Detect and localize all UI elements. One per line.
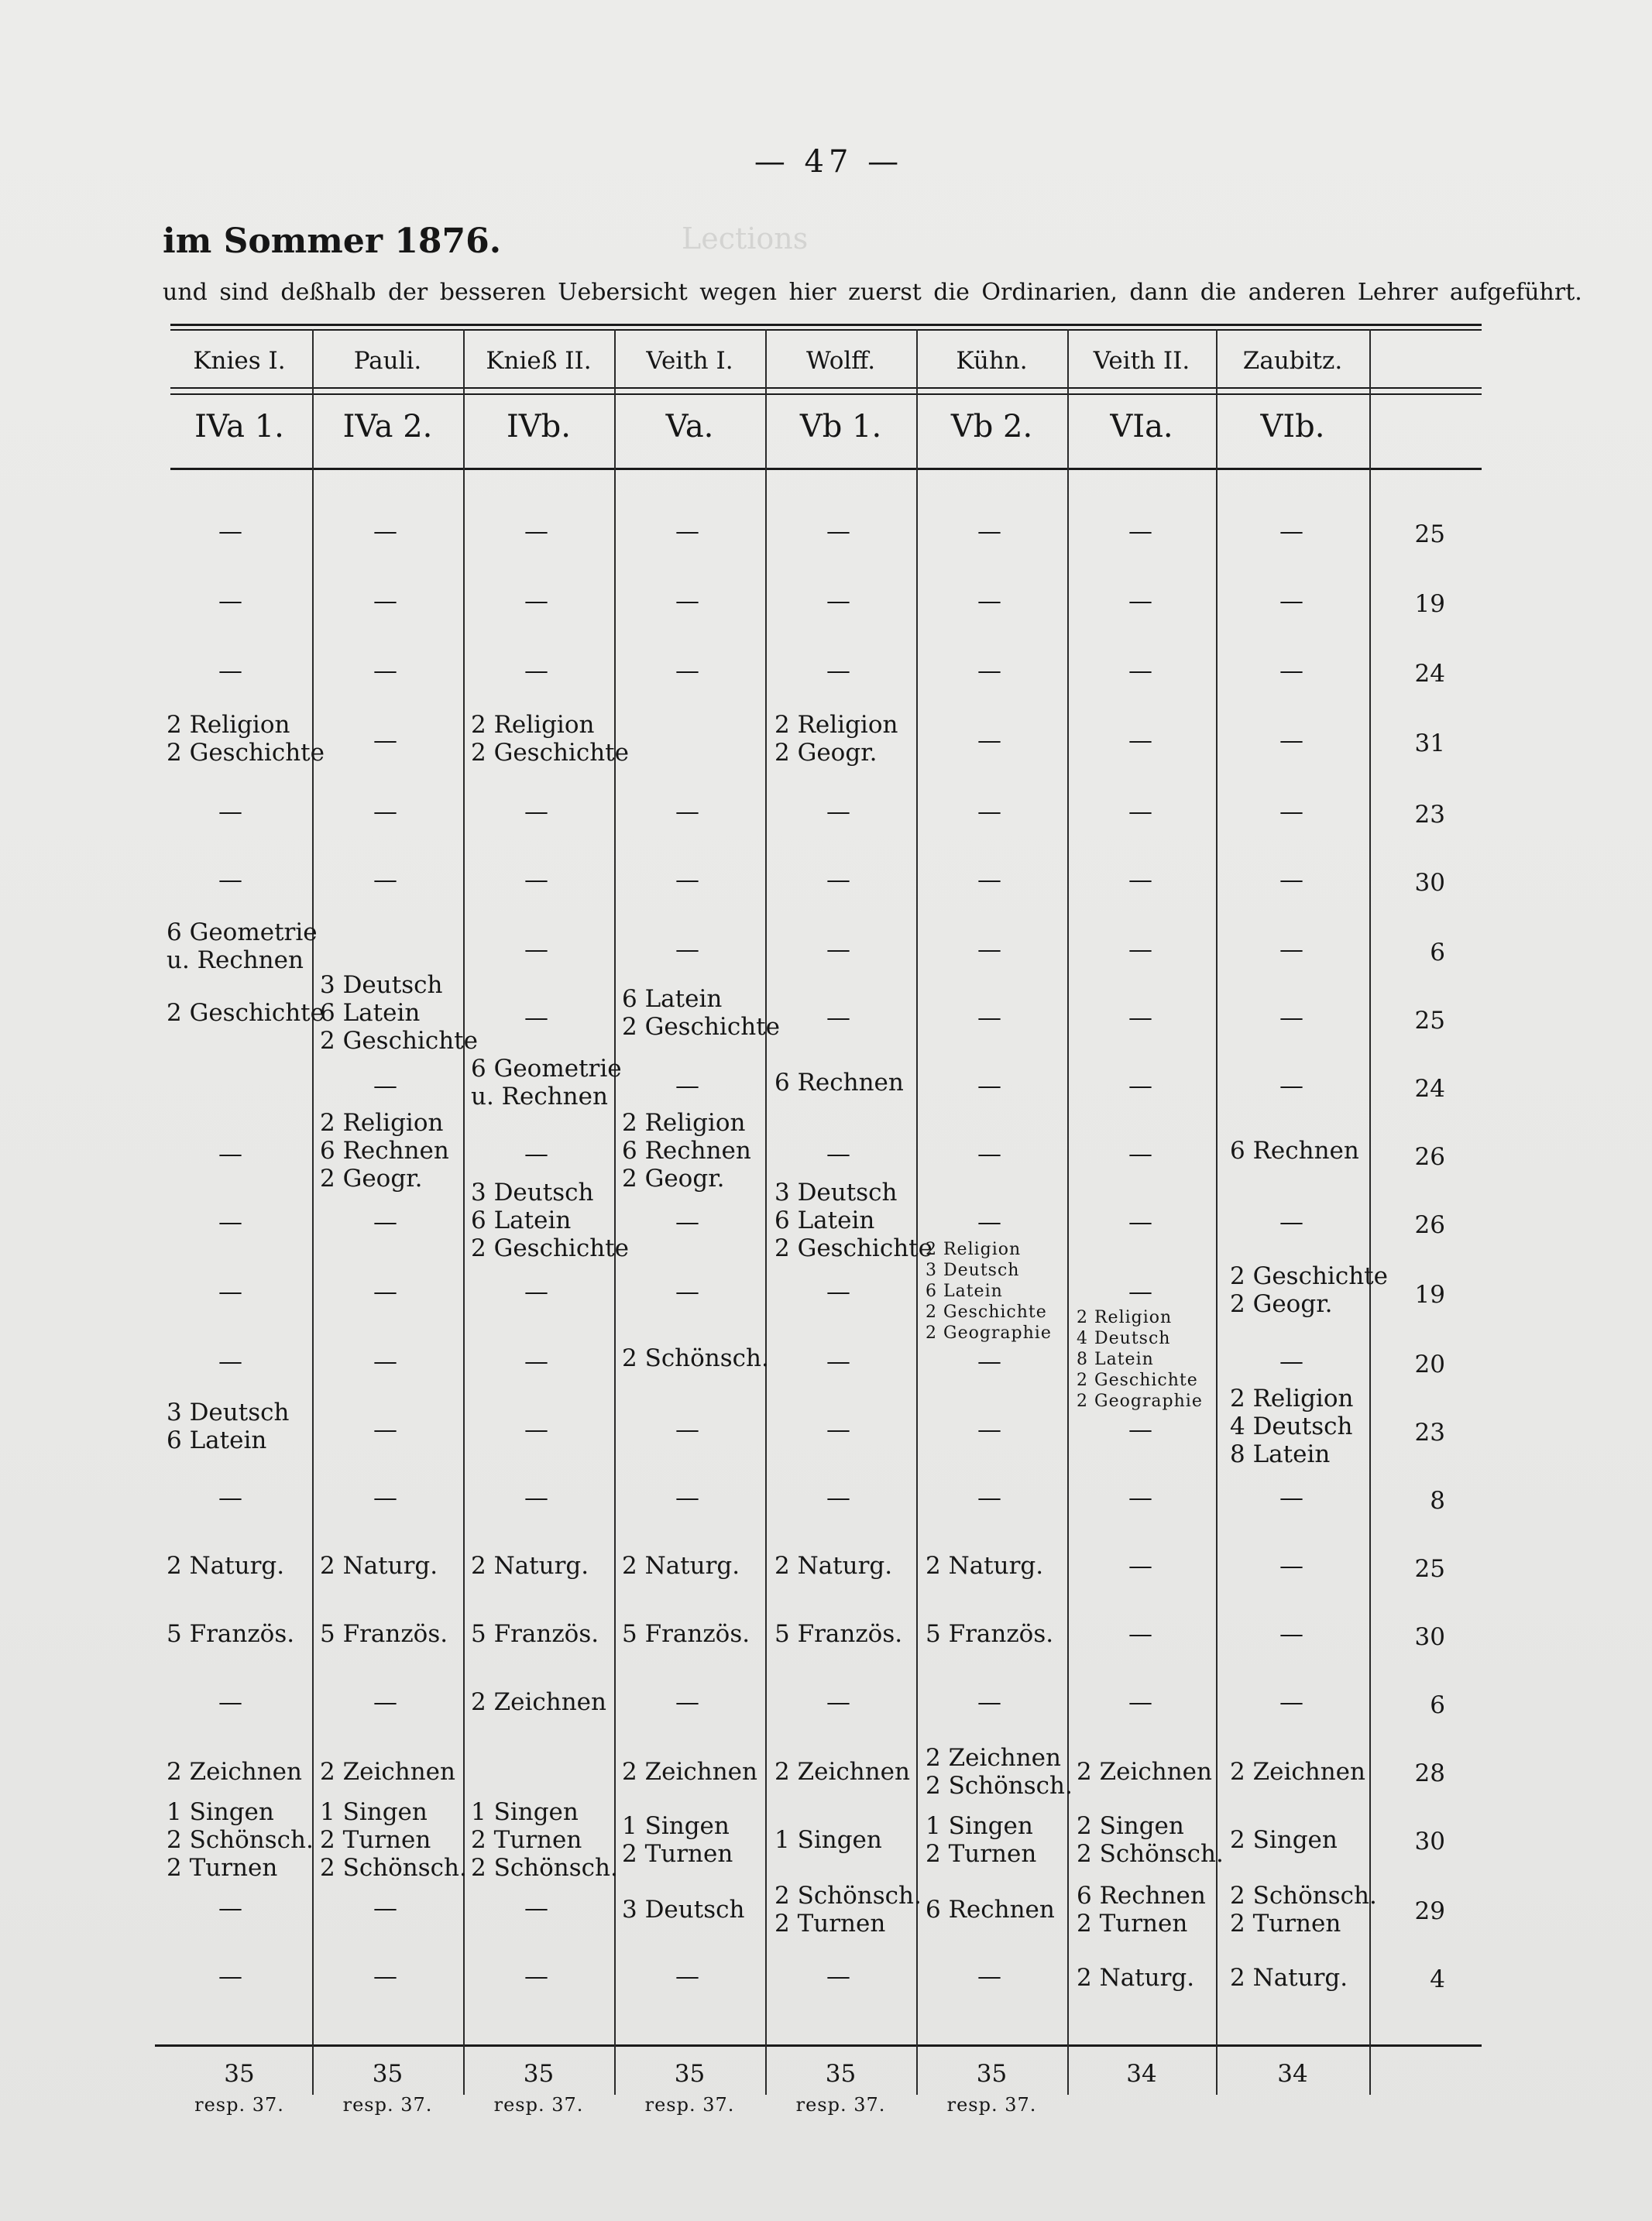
header-rule-top-2 (170, 329, 1482, 331)
empty-cell-dash: — (977, 798, 1001, 826)
teacher-header: Knieß II. (486, 347, 592, 375)
column-divider (765, 329, 767, 2095)
row-total: 23 (1414, 801, 1445, 829)
empty-cell-dash: — (218, 866, 242, 894)
empty-cell-dash: — (1279, 1688, 1303, 1716)
empty-cell-dash: — (1279, 587, 1303, 615)
empty-cell-dash: — (826, 1962, 850, 1990)
lesson-cell: 3 Deutsch 6 Latein (167, 1399, 290, 1454)
row-total: 6 (1430, 1691, 1445, 1719)
empty-cell-dash: — (373, 657, 397, 685)
lesson-cell: 6 Geometrie u. Rechnen (167, 918, 318, 974)
lesson-cell: 1 Singen (774, 1826, 882, 1854)
teacher-header: Zaubitz. (1242, 347, 1343, 375)
empty-cell-dash: — (1128, 1552, 1152, 1580)
empty-cell-dash: — (977, 1416, 1001, 1443)
empty-cell-dash: — (218, 657, 242, 685)
class-header: VIa. (1110, 409, 1173, 445)
empty-cell-dash: — (977, 1208, 1001, 1236)
column-divider (1369, 329, 1371, 2095)
lesson-cell: 2 Naturg. (471, 1552, 589, 1580)
empty-cell-dash: — (1128, 1278, 1152, 1306)
lesson-cell: 2 Zeichnen (1230, 1758, 1365, 1786)
empty-cell-dash: — (373, 1416, 397, 1443)
empty-cell-dash: — (1128, 1140, 1152, 1168)
page-number: — 47 — (754, 144, 904, 180)
bleed-through-text: Lections (682, 221, 809, 256)
empty-cell-dash: — (1128, 1072, 1152, 1100)
empty-cell-dash: — (675, 1688, 699, 1716)
lesson-cell: 2 Naturg. (622, 1552, 740, 1580)
empty-cell-dash: — (1128, 1208, 1152, 1236)
empty-cell-dash: — (373, 587, 397, 615)
subtitle: und sind deßhalb der besseren Uebersicht wegen hier zuerst die Ordinarien, dann die anderen Lehrer aufgeführt. (163, 279, 1582, 306)
empty-cell-dash: — (218, 1962, 242, 1990)
empty-cell-dash: — (826, 1416, 850, 1443)
empty-cell-dash: — (524, 1278, 548, 1306)
empty-cell-dash: — (675, 1072, 699, 1100)
empty-cell-dash: — (373, 726, 397, 754)
empty-cell-dash: — (1128, 1688, 1152, 1716)
lesson-cell: 1 Singen 2 Turnen (926, 1812, 1037, 1868)
row-total: 8 (1430, 1487, 1445, 1515)
lesson-cell: 5 Französ. (622, 1620, 750, 1648)
empty-cell-dash: — (675, 1208, 699, 1236)
empty-cell-dash: — (675, 1278, 699, 1306)
lesson-cell: 2 Geschichte 2 Geogr. (1230, 1262, 1388, 1318)
lesson-cell: 6 Rechnen 2 Turnen (1077, 1882, 1206, 1938)
lesson-cell: 2 Naturg. (926, 1552, 1044, 1580)
lesson-cell: 2 Religion 6 Rechnen 2 Geogr. (622, 1109, 751, 1193)
row-total: 25 (1414, 1007, 1445, 1035)
lesson-cell: 1 Singen 2 Turnen 2 Schönsch. (320, 1798, 467, 1882)
empty-cell-dash: — (1279, 935, 1303, 963)
header-rule-mid-2 (170, 393, 1482, 395)
empty-cell-dash: — (524, 1140, 548, 1168)
empty-cell-dash: — (675, 935, 699, 963)
lesson-cell: 2 Religion 2 Geschichte (471, 711, 629, 767)
empty-cell-dash: — (977, 1688, 1001, 1716)
lesson-cell: 2 Zeichnen 2 Schönsch. (926, 1744, 1073, 1800)
empty-cell-dash: — (524, 866, 548, 894)
lesson-cell: 2 Singen (1230, 1826, 1338, 1854)
empty-cell-dash: — (524, 1004, 548, 1032)
lesson-cell: 6 Rechnen (1230, 1137, 1359, 1165)
lesson-cell: 2 Naturg. (1077, 1964, 1195, 1992)
empty-cell-dash: — (1128, 1620, 1152, 1648)
empty-cell-dash: — (373, 1347, 397, 1375)
empty-cell-dash: — (1279, 1347, 1303, 1375)
empty-cell-dash: — (1279, 1620, 1303, 1648)
class-header: Vb 1. (799, 409, 882, 445)
lesson-cell: 5 Französ. (926, 1620, 1054, 1648)
empty-cell-dash: — (218, 1140, 242, 1168)
lesson-cell: 2 Religion 4 Deutsch 8 Latein (1230, 1385, 1354, 1468)
empty-cell-dash: — (977, 935, 1001, 963)
empty-cell-dash: — (826, 1688, 850, 1716)
empty-cell-dash: — (373, 798, 397, 826)
empty-cell-dash: — (373, 866, 397, 894)
lesson-cell: 2 Zeichnen (471, 1688, 606, 1716)
column-total: 35 resp. 37. (342, 2060, 433, 2116)
empty-cell-dash: — (524, 587, 548, 615)
lesson-cell: 3 Deutsch (622, 1896, 745, 1924)
empty-cell-dash: — (977, 1004, 1001, 1032)
empty-cell-dash: — (977, 1962, 1001, 1990)
header-rule-mid (170, 387, 1482, 389)
lesson-cell: 2 Geschichte (167, 999, 325, 1027)
empty-cell-dash: — (1128, 935, 1152, 963)
row-total: 6 (1430, 939, 1445, 966)
empty-cell-dash: — (977, 1484, 1001, 1512)
empty-cell-dash: — (218, 1208, 242, 1236)
row-total: 30 (1414, 869, 1445, 897)
empty-cell-dash: — (826, 798, 850, 826)
row-total: 19 (1414, 590, 1445, 618)
lesson-cell: 2 Zeichnen (774, 1758, 910, 1786)
empty-cell-dash: — (524, 1894, 548, 1922)
lesson-cell: 1 Singen 2 Schönsch. 2 Turnen (167, 1798, 314, 1882)
lesson-cell: 5 Französ. (471, 1620, 599, 1648)
empty-cell-dash: — (1128, 726, 1152, 754)
teacher-header: Wolff. (805, 347, 876, 375)
column-total: 35 resp. 37. (493, 2060, 584, 2116)
empty-cell-dash: — (977, 726, 1001, 754)
teacher-header: Pauli. (353, 347, 422, 375)
lesson-cell: 2 Schönsch. 2 Turnen (774, 1882, 922, 1938)
class-header: Va. (665, 409, 714, 445)
empty-cell-dash: — (373, 1208, 397, 1236)
lesson-cell: 2 Naturg. (774, 1552, 893, 1580)
empty-cell-dash: — (826, 935, 850, 963)
empty-cell-dash: — (675, 1416, 699, 1443)
empty-cell-dash: — (524, 517, 548, 545)
empty-cell-dash: — (1279, 1208, 1303, 1236)
empty-cell-dash: — (977, 1347, 1001, 1375)
empty-cell-dash: — (524, 1484, 548, 1512)
empty-cell-dash: — (1128, 866, 1152, 894)
empty-cell-dash: — (524, 1962, 548, 1990)
column-total: 35 resp. 37. (946, 2060, 1037, 2116)
empty-cell-dash: — (1128, 1416, 1152, 1443)
empty-cell-dash: — (1128, 517, 1152, 545)
lesson-cell: 3 Deutsch 6 Latein 2 Geschichte (320, 971, 478, 1055)
row-total: 19 (1414, 1281, 1445, 1309)
empty-cell-dash: — (826, 866, 850, 894)
empty-cell-dash: — (1279, 1072, 1303, 1100)
row-total: 20 (1414, 1351, 1445, 1378)
class-header: VIb. (1260, 409, 1325, 445)
empty-cell-dash: — (826, 517, 850, 545)
lesson-cell: 6 Geometrie u. Rechnen (471, 1055, 622, 1110)
empty-cell-dash: — (675, 1962, 699, 1990)
row-total: 23 (1414, 1419, 1445, 1447)
lesson-cell: 3 Deutsch 6 Latein 2 Geschichte (774, 1179, 932, 1262)
empty-cell-dash: — (1128, 657, 1152, 685)
empty-cell-dash: — (826, 1004, 850, 1032)
row-total: 24 (1414, 660, 1445, 688)
lesson-cell: 2 Zeichnen (320, 1758, 455, 1786)
empty-cell-dash: — (675, 1484, 699, 1512)
lesson-cell: 2 Naturg. (167, 1552, 285, 1580)
empty-cell-dash: — (524, 1347, 548, 1375)
header-rule-top (170, 324, 1482, 326)
empty-cell-dash: — (218, 1688, 242, 1716)
lesson-cell: 2 Religion 2 Geogr. (774, 711, 898, 767)
empty-cell-dash: — (373, 1688, 397, 1716)
row-total: 29 (1414, 1897, 1445, 1925)
lesson-cell: 2 Religion 2 Geschichte (167, 711, 325, 767)
empty-cell-dash: — (218, 1894, 242, 1922)
lesson-cell: 2 Religion 4 Deutsch 8 Latein 2 Geschichte 2 Geographie (1077, 1308, 1203, 1411)
row-total: 25 (1414, 520, 1445, 548)
lesson-cell: 2 Religion 6 Rechnen 2 Geogr. (320, 1109, 449, 1193)
empty-cell-dash: — (977, 1140, 1001, 1168)
empty-cell-dash: — (675, 587, 699, 615)
column-divider (1067, 329, 1069, 2095)
empty-cell-dash: — (373, 517, 397, 545)
column-total: 34 (1277, 2060, 1308, 2088)
empty-cell-dash: — (675, 657, 699, 685)
empty-cell-dash: — (1279, 657, 1303, 685)
empty-cell-dash: — (1279, 1552, 1303, 1580)
empty-cell-dash: — (524, 1416, 548, 1443)
empty-cell-dash: — (373, 1278, 397, 1306)
empty-cell-dash: — (1279, 517, 1303, 545)
empty-cell-dash: — (826, 657, 850, 685)
empty-cell-dash: — (1279, 726, 1303, 754)
empty-cell-dash: — (826, 587, 850, 615)
empty-cell-dash: — (675, 798, 699, 826)
empty-cell-dash: — (218, 798, 242, 826)
lesson-cell: 3 Deutsch 6 Latein 2 Geschichte (471, 1179, 629, 1262)
lesson-cell: 1 Singen 2 Turnen 2 Schönsch. (471, 1798, 618, 1882)
empty-cell-dash: — (373, 1962, 397, 1990)
class-header: IVa 1. (194, 409, 284, 445)
empty-cell-dash: — (1279, 1484, 1303, 1512)
teacher-header: Kühn. (956, 347, 1028, 375)
lesson-cell: 6 Rechnen (774, 1069, 904, 1097)
empty-cell-dash: — (524, 657, 548, 685)
totals-rule (155, 2044, 1482, 2047)
empty-cell-dash: — (826, 1278, 850, 1306)
empty-cell-dash: — (826, 1347, 850, 1375)
row-total: 4 (1430, 1965, 1445, 1993)
lesson-cell: 2 Singen 2 Schönsch. (1077, 1812, 1224, 1868)
lesson-cell: 1 Singen 2 Turnen (622, 1812, 733, 1868)
empty-cell-dash: — (524, 798, 548, 826)
empty-cell-dash: — (373, 1484, 397, 1512)
empty-cell-dash: — (218, 1484, 242, 1512)
empty-cell-dash: — (675, 866, 699, 894)
empty-cell-dash: — (373, 1072, 397, 1100)
column-total: 34 (1126, 2060, 1157, 2088)
empty-cell-dash: — (977, 657, 1001, 685)
row-total: 26 (1414, 1143, 1445, 1171)
empty-cell-dash: — (826, 1140, 850, 1168)
empty-cell-dash: — (977, 866, 1001, 894)
column-total: 35 resp. 37. (644, 2060, 735, 2116)
lesson-cell: 2 Zeichnen (1077, 1758, 1212, 1786)
lesson-cell: 5 Französ. (774, 1620, 903, 1648)
empty-cell-dash: — (218, 587, 242, 615)
lesson-cell: 5 Französ. (320, 1620, 448, 1648)
lesson-cell: 2 Naturg. (320, 1552, 438, 1580)
row-total: 30 (1414, 1828, 1445, 1855)
class-header: IVa 2. (342, 409, 433, 445)
empty-cell-dash: — (1128, 587, 1152, 615)
class-header: IVb. (506, 409, 571, 445)
empty-cell-dash: — (218, 517, 242, 545)
lesson-cell: 2 Naturg. (1230, 1964, 1348, 1992)
row-total: 30 (1414, 1623, 1445, 1651)
empty-cell-dash: — (1279, 1004, 1303, 1032)
lesson-cell: 2 Schönsch. (622, 1344, 769, 1372)
class-header: Vb 2. (950, 409, 1033, 445)
empty-cell-dash: — (373, 1894, 397, 1922)
empty-cell-dash: — (675, 517, 699, 545)
empty-cell-dash: — (218, 1347, 242, 1375)
empty-cell-dash: — (1128, 798, 1152, 826)
teacher-header: Veith II. (1093, 347, 1190, 375)
lesson-cell: 5 Französ. (167, 1620, 295, 1648)
empty-cell-dash: — (1279, 798, 1303, 826)
empty-cell-dash: — (218, 1278, 242, 1306)
lesson-cell: 2 Zeichnen (622, 1758, 757, 1786)
lesson-cell: 2 Schönsch. 2 Turnen (1230, 1882, 1377, 1938)
column-total: 35 resp. 37. (194, 2060, 284, 2116)
empty-cell-dash: — (1128, 1484, 1152, 1512)
empty-cell-dash: — (977, 587, 1001, 615)
empty-cell-dash: — (1279, 866, 1303, 894)
empty-cell-dash: — (1128, 1004, 1152, 1032)
teacher-header: Knies I. (193, 347, 286, 375)
row-total: 31 (1414, 729, 1445, 757)
row-total: 24 (1414, 1075, 1445, 1103)
header-rule-bottom (170, 468, 1482, 470)
teacher-header: Veith I. (646, 347, 733, 375)
row-total: 26 (1414, 1211, 1445, 1239)
lesson-cell: 2 Religion 3 Deutsch 6 Latein 2 Geschichte 2 Geographie (926, 1240, 1052, 1343)
empty-cell-dash: — (524, 935, 548, 963)
lesson-cell: 6 Latein 2 Geschichte (622, 985, 780, 1041)
empty-cell-dash: — (977, 517, 1001, 545)
row-total: 25 (1414, 1555, 1445, 1583)
empty-cell-dash: — (977, 1072, 1001, 1100)
page-title: im Sommer 1876. (163, 221, 502, 261)
lesson-cell: 2 Zeichnen (167, 1758, 302, 1786)
lesson-cell: 6 Rechnen (926, 1896, 1055, 1924)
row-total: 28 (1414, 1759, 1445, 1787)
column-total: 35 resp. 37. (795, 2060, 886, 2116)
empty-cell-dash: — (826, 1484, 850, 1512)
